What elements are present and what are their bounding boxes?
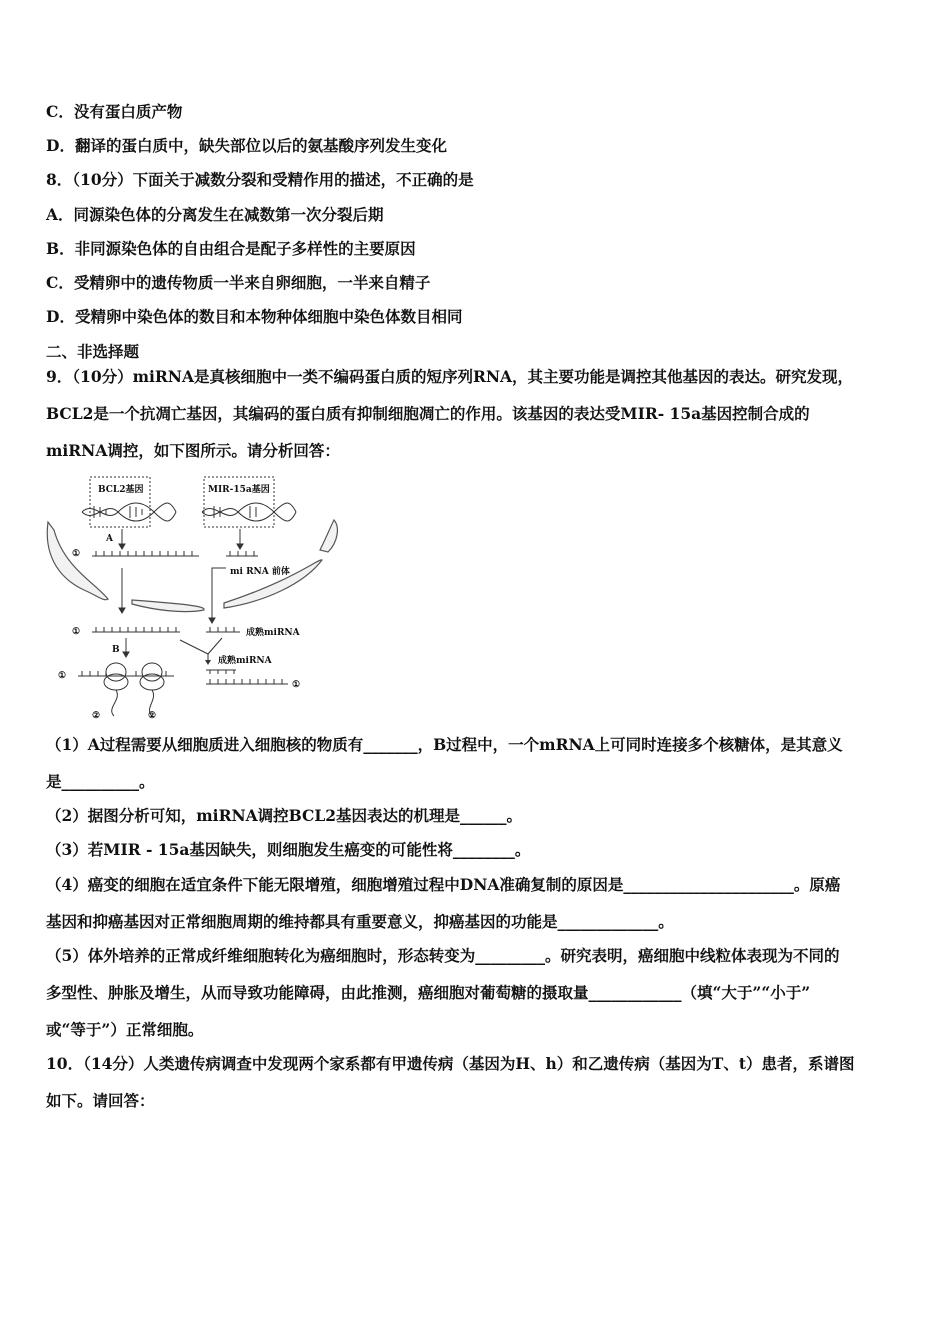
bcl2-gene-label: BCL2基因 [98,485,144,495]
q8-option-d: D．受精卵中染色体的数目和本物种体细胞中染色体数目相同 [46,307,463,326]
q9-stem-line3: miRNA调控，如下图所示。请分析回答： [46,441,340,460]
q9-stem-line2: BCL2是一个抗凋亡基因，其编码的蛋白质有抑制细胞凋亡的作用。该基因的表达受MIR- 15a基因控制合成的 [46,404,810,423]
q7-option-d: D．翻译的蛋白质中，缺失部位以后的氨基酸序列发生变化 [46,136,447,155]
q9-sub3: （3）若MIR - 15a基因缺失，则细胞发生癌变的可能性将________。 [46,840,531,859]
q8-option-a: A．同源染色体的分离发生在减数第一次分裂后期 [46,205,384,224]
q9-sub1-line2: 是__________。 [46,772,155,791]
mature-mirna-label-1: 成熟miRNA [246,628,300,638]
label-a: A [106,534,113,544]
marker-1-row3-right: ① [292,680,301,690]
dna-helix-bcl2 [82,503,176,521]
q10-stem-line1: 10．（14分）人类遗传病调查中发现两个家系都有甲遗传病（基因为H、h）和乙遗传病（基因为T、t）患者，系谱图 [46,1054,855,1073]
marker-2-right: ② [148,711,157,721]
marker-1-row1: ① [72,549,81,559]
nuclear-envelope [47,520,337,612]
mirna-regulation-figure [44,472,344,722]
mirna-mrna-duplex [206,670,288,684]
mature-mirna-row2 [206,627,240,632]
q9-sub5-line3: 或“等于”）正常细胞。 [46,1020,204,1039]
mirna-precursor-row1 [226,551,258,556]
marker-1-row2: ① [72,627,81,637]
mature-mirna-label-2: 成熟miRNA [218,656,272,666]
mir15a-gene-label: MIR-15a基因 [208,485,270,495]
ribosomes [104,663,164,716]
q9-stem-line1: 9．（10分）miRNA是真核细胞中一类不编码蛋白质的短序列RNA，其主要功能是调控其他基因的表达。研究发现， [46,367,854,386]
q8-stem: 8．（10分）下面关于减数分裂和受精作用的描述，不正确的是 [46,170,474,189]
marker-1-row3: ① [58,671,67,681]
q9-sub5-line1: （5）体外培养的正常成纤维细胞转化为癌细胞时，形态转变为_________。研究表明，癌细胞中线粒体表现为不同的 [46,946,840,965]
q9-sub2: （2）据图分析可知，miRNA调控BCL2基因表达的机理是______。 [46,806,523,825]
precursor-label: mi RNA 前体 [230,567,290,577]
q9-sub5-line2: 多型性、肿胀及增生，从而导致功能障碍，由此推测，癌细胞对葡萄糖的摄取量____________（填“大于”“小于” [46,983,811,1002]
q9-sub4-line1: （4）癌变的细胞在适宜条件下能无限增殖，细胞增殖过程中DNA准确复制的原因是______________________。原癌 [46,875,841,894]
q8-option-b: B．非同源染色体的自由组合是配子多样性的主要原因 [46,239,416,258]
mrna-row1 [92,551,199,556]
mrna-row2 [92,627,180,632]
marker-2-left: ② [92,711,101,721]
q8-option-c: C．受精卵中的遗传物质一半来自卵细胞，一半来自精子 [46,273,431,292]
q9-sub4-line2: 基因和抑癌基因对正常细胞周期的维持都具有重要意义，抑癌基因的功能是_____________。 [46,912,674,931]
q9-sub1-line1: （1）A过程需要从细胞质进入细胞核的物质有_______，B过程中，一个mRNA上可同时连接多个核糖体，是其意义 [46,735,843,754]
label-b: B [112,645,120,655]
q7-option-c: C．没有蛋白质产物 [46,102,183,121]
section-heading: 二、非选择题 [46,342,140,361]
dna-helix-mir15a [202,503,296,521]
q10-stem-line2: 如下。请回答： [46,1091,155,1110]
